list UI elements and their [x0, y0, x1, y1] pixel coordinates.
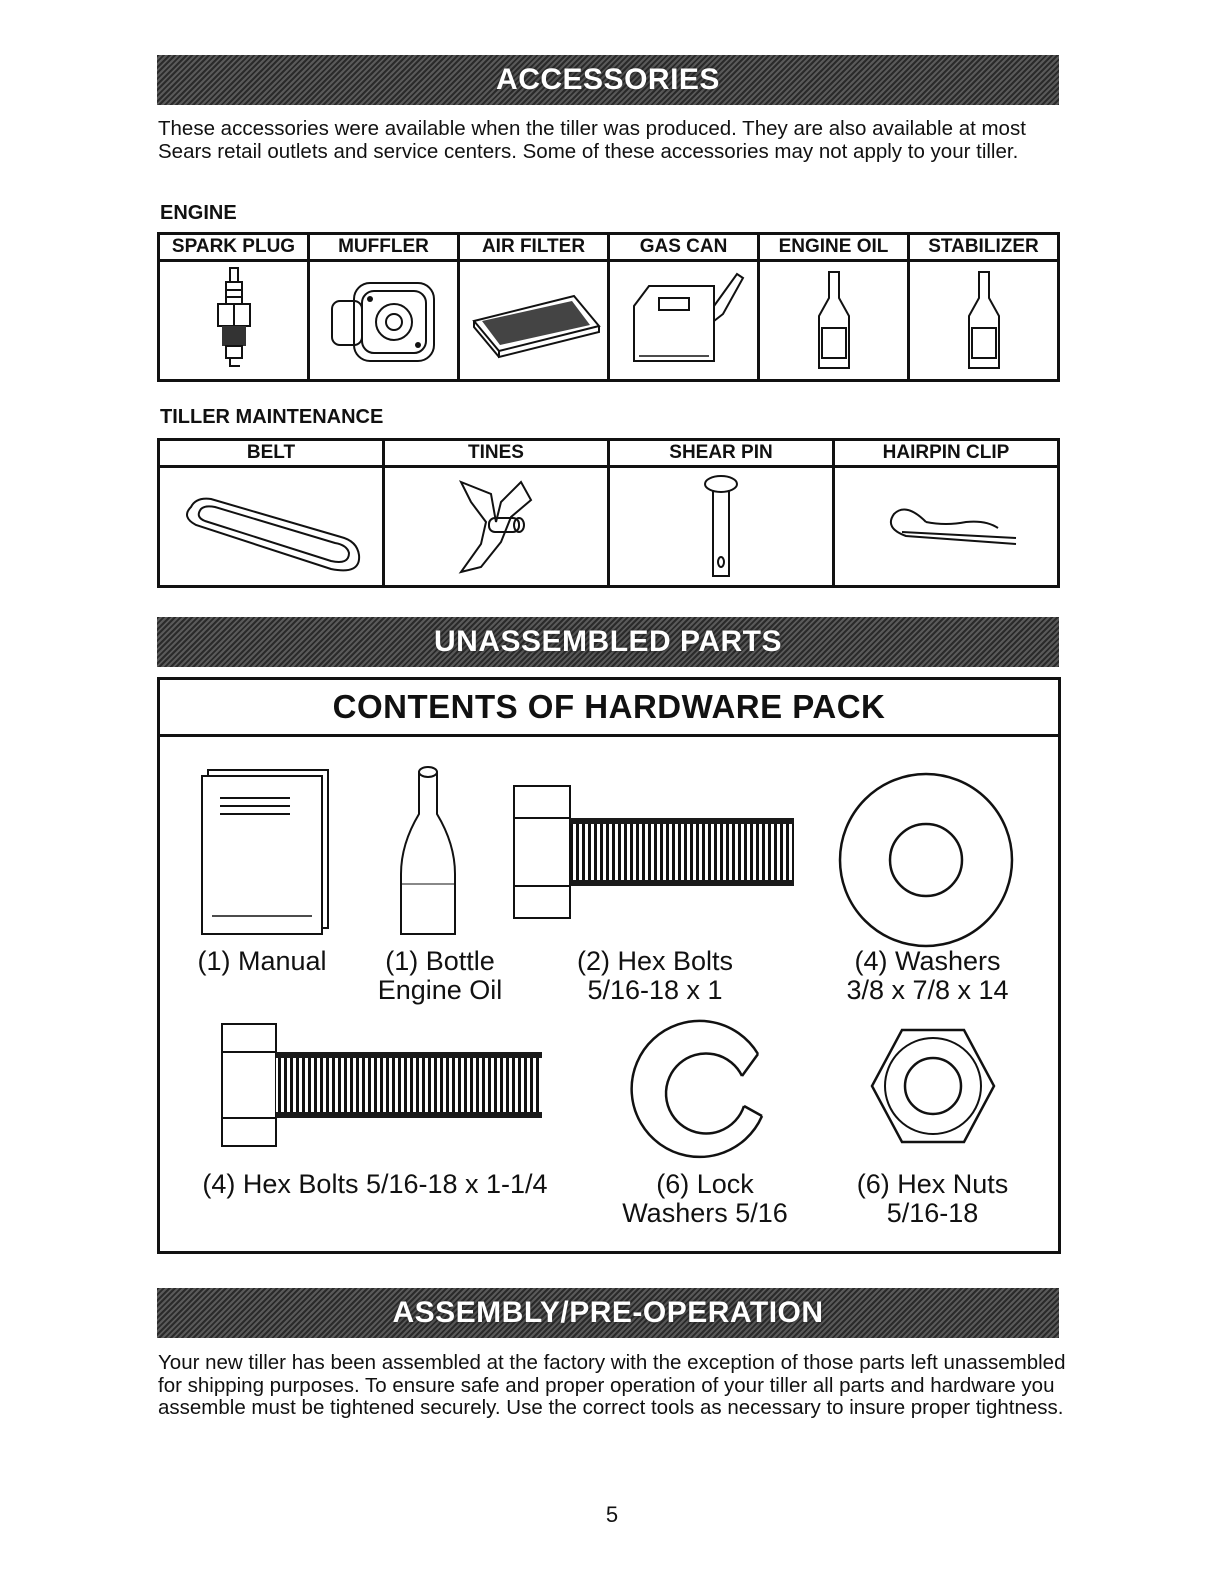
engine-item-label: SPARK PLUG — [159, 234, 309, 261]
engine-heading: ENGINE — [160, 202, 237, 224]
hex-nut-icon — [868, 1026, 998, 1146]
tiller-maintenance-table — [157, 438, 1060, 588]
long-hex-bolt-icon — [218, 1020, 548, 1150]
engine-accessories-table — [157, 232, 1060, 382]
accessories-intro: These accessories were available when the tiller was produced. They are also available at most Sears retail outlets and service centers. Some of these accessories may not apply to your tiller. — [158, 117, 1026, 163]
hex-bolt-label: (2) Hex Bolts 5/16-18 x 1 — [576, 946, 734, 1005]
stabilizer-cell — [909, 261, 1059, 381]
washer-label: (4) Washers 3/8 x 7/8 x 14 — [846, 946, 1009, 1005]
hex-nut-label: (6) Hex Nuts 5/16-18 — [856, 1169, 1009, 1228]
accessories-banner — [157, 55, 1059, 105]
spark-plug-icon — [204, 266, 264, 376]
stabilizer-bottle-icon — [959, 266, 1009, 376]
lock-washer-label: (6) Lock Washers 5/16 — [622, 1169, 788, 1228]
maintenance-item-label: BELT — [159, 440, 384, 467]
gas-can-icon — [619, 266, 749, 376]
engine-oil-cell — [759, 261, 909, 381]
oil-bottle-icon — [393, 764, 463, 944]
accessories-heading: ACCESSORIES — [496, 63, 720, 96]
belt-cell — [159, 467, 384, 587]
page-number: 5 — [605, 1502, 619, 1527]
maintenance-item-label: HAIRPIN CLIP — [834, 440, 1059, 467]
shear-pin-cell — [609, 467, 834, 587]
hairpin-clip-cell — [834, 467, 1059, 587]
engine-item-label: STABILIZER — [909, 234, 1059, 261]
assembly-banner — [157, 1288, 1059, 1338]
manual-label: (1) Manual — [197, 946, 327, 976]
long-hex-bolt-label: (4) Hex Bolts 5/16-18 x 1-1/4 — [202, 1169, 548, 1199]
muffler-cell — [309, 261, 459, 381]
maintenance-item-label: TINES — [384, 440, 609, 467]
unassembled-parts-heading: UNASSEMBLED PARTS — [434, 625, 782, 658]
tine-icon — [441, 472, 551, 582]
air-filter-cell — [459, 261, 609, 381]
hardware-pack-title: CONTENTS OF HARDWARE PACK — [160, 680, 1058, 737]
hairpin-clip-icon — [866, 492, 1026, 562]
oil-bottle-icon — [809, 266, 859, 376]
manual-icon — [198, 766, 332, 938]
lock-washer-icon — [630, 1016, 780, 1166]
assembly-heading: ASSEMBLY/PRE-OPERATION — [392, 1296, 824, 1329]
maintenance-item-label: SHEAR PIN — [609, 440, 834, 467]
muffler-icon — [324, 271, 444, 371]
engine-item-label: ENGINE OIL — [759, 234, 909, 261]
washer-icon — [836, 770, 1016, 950]
engine-item-label: GAS CAN — [609, 234, 759, 261]
belt-icon — [171, 477, 371, 577]
engine-item-label: MUFFLER — [309, 234, 459, 261]
gas-can-cell — [609, 261, 759, 381]
hex-bolt-icon — [510, 782, 800, 922]
engine-item-label: AIR FILTER — [459, 234, 609, 261]
air-filter-icon — [464, 281, 604, 361]
tiller-maintenance-heading: TILLER MAINTENANCE — [160, 406, 384, 428]
spark-plug-cell — [159, 261, 309, 381]
shear-pin-icon — [691, 472, 751, 582]
tines-cell — [384, 467, 609, 587]
hardware-pack-box — [157, 677, 1061, 1254]
unassembled-parts-banner — [157, 617, 1059, 667]
assembly-text: Your new tiller has been assembled at the factory with the exception of those parts left unassembled for shipping purposes. To ensure safe and proper operation of your tiller all parts and hardware you assemble must be tightened securely. Use the correct tools as necessary to insure proper tightness. — [158, 1351, 1066, 1419]
oil-bottle-label: (1) Bottle Engine Oil — [377, 946, 503, 1005]
